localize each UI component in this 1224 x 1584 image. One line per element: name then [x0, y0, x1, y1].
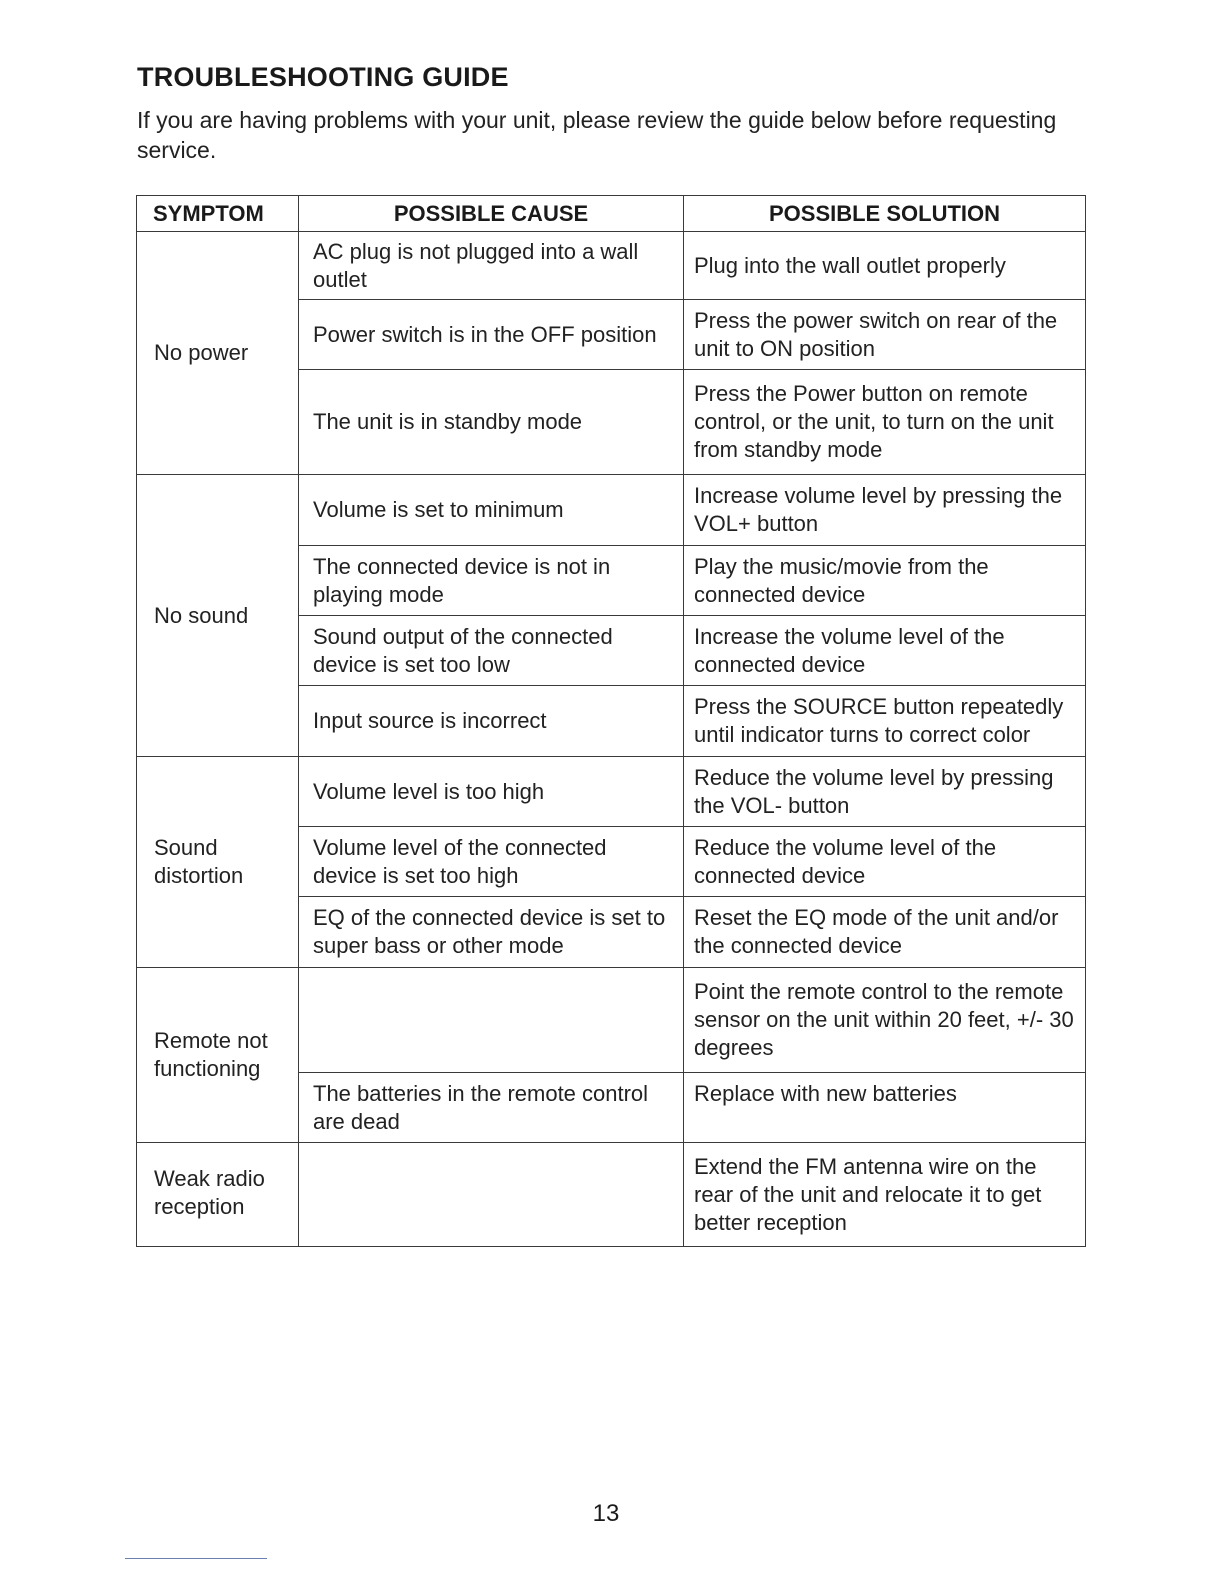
cause-cell: Volume level is too high [299, 757, 684, 827]
cause-cell: The connected device is not in playing mode [299, 546, 684, 616]
table-row [137, 968, 1086, 1073]
symptom-no-sound: No sound [137, 475, 299, 757]
solution-cell: Plug into the wall outlet properly [684, 232, 1086, 300]
solution-cell: Increase the volume level of the connected device [684, 616, 1086, 686]
page-number: 13 [592, 1500, 620, 1527]
cause-cell: The batteries in the remote control are dead [299, 1073, 684, 1143]
header-row [137, 196, 1086, 232]
cause-cell [299, 1143, 684, 1247]
cause-cell: Power switch is in the OFF position [299, 300, 684, 370]
solution-cell: Reset the EQ mode of the unit and/or the connected device [684, 897, 1086, 968]
cause-cell: EQ of the connected device is set to super bass or other mode [299, 897, 684, 968]
header-possible-solution: POSSIBLE SOLUTION [684, 196, 1086, 232]
header-possible-cause: POSSIBLE CAUSE [299, 196, 684, 232]
symptom-sound-distortion: Sound distortion [137, 757, 299, 968]
solution-cell: Press the Power button on remote control, or the unit, to turn on the unit from standby mode [684, 370, 1086, 475]
page-title: TROUBLESHOOTING GUIDE [137, 62, 509, 92]
footer-rule [125, 1558, 267, 1559]
troubleshooting-table [136, 195, 1086, 1247]
solution-cell: Play the music/movie from the connected device [684, 546, 1086, 616]
cause-cell: The unit is in standby mode [299, 370, 684, 475]
table-row [137, 475, 1086, 546]
cause-cell: Sound output of the connected device is set too low [299, 616, 684, 686]
cause-cell: Input source is incorrect [299, 686, 684, 757]
table-row [137, 232, 1086, 300]
cause-cell [299, 968, 684, 1073]
symptom-weak-radio-reception: Weak radio reception [137, 1143, 299, 1247]
solution-cell: Extend the FM antenna wire on the rear of the unit and relocate it to get better reception [684, 1143, 1086, 1247]
solution-cell: Point the remote control to the remote sensor on the unit within 20 feet, +/- 30 degrees [684, 968, 1086, 1073]
cause-cell: Volume is set to minimum [299, 475, 684, 546]
table-row [137, 1143, 1086, 1247]
intro-paragraph: If you are having problems with your unit, please review the guide below before requesting service. [137, 107, 1057, 163]
header-symptom: SYMPTOM [137, 196, 299, 232]
solution-cell: Press the power switch on rear of the unit to ON position [684, 300, 1086, 370]
solution-cell: Increase volume level by pressing the VOL+ button [684, 475, 1086, 546]
solution-cell: Reduce the volume level of the connected device [684, 827, 1086, 897]
table-body [137, 232, 1086, 1247]
symptom-no-power: No power [137, 232, 299, 475]
solution-cell: Reduce the volume level by pressing the VOL- button [684, 757, 1086, 827]
solution-cell: Press the SOURCE button repeatedly until indicator turns to correct color [684, 686, 1086, 757]
solution-cell: Replace with new batteries [684, 1073, 1086, 1143]
cause-cell: Volume level of the connected device is set too high [299, 827, 684, 897]
table-row [137, 757, 1086, 827]
table-header [137, 196, 1086, 232]
cause-cell: AC plug is not plugged into a wall outlet [299, 232, 684, 300]
symptom-remote-not-functioning: Remote not functioning [137, 968, 299, 1143]
